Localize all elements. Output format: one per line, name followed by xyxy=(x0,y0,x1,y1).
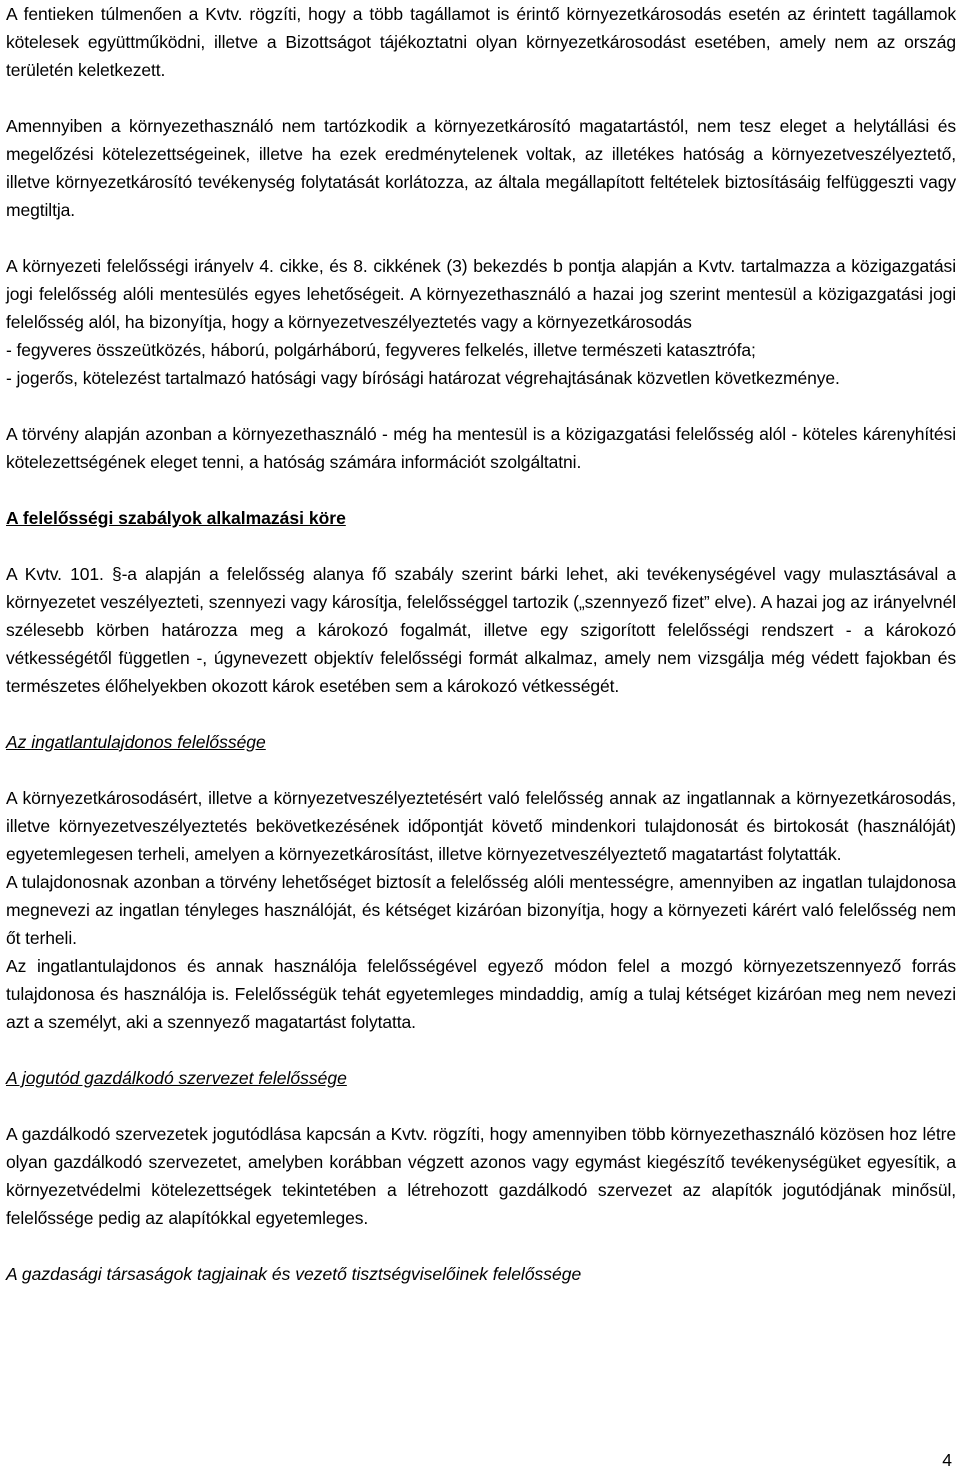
heading-successor-liability: A jogutód gazdálkodó szervezet felelőssége xyxy=(6,1068,347,1088)
heading-company-officers-liability: A gazdasági társaságok tagjainak és vezető tisztségviselőinek felelőssége xyxy=(6,1264,582,1284)
paragraph-owner-exemption: A tulajdonosnak azonban a törvény lehetőséget biztosít a felelősség alóli mentességre, amennyiben az ingatlan tulajdonosa megnevezi az ingatlan tényleges használóját, és kétséget kizáróan bizonyítja, hogy a környezeti kárért való felelősség nem őt terheli. xyxy=(6,872,956,948)
paragraph-mitigation-duty: A törvény alapján azonban a környezethasználó - még ha mentesül is a közigazgatási felelősség alól - köteles kárenyhítési kötelezettségének eleget tenni, a hatóság számára információt szolgáltatni. xyxy=(6,424,956,472)
paragraph-owner-joint-liability: A környezetkárosodásért, illetve a környezetveszélyeztetésért való felelősség annak az ingatlannak a környezetkárosodás, illetve környezetveszélyeztetés bekövetkezésének időpontját követő mindenkori tulajdonosát és birtokosát (használóját) egyetemlegesen terheli, amelyen a környezetkárosítást, illetve környezetveszélyeztető magatartást folytatták. xyxy=(6,788,956,864)
paragraph-transboundary-damage: A fentieken túlmenően a Kvtv. rögzíti, hogy a több tagállamot is érintő környezetkárosodás esetén az érintett tagállamok kötelesek együttműködni, illetve a Bizottságot tájékoztatni olyan környezetkárosodást esetében, amely nem az ország területén keletkezett. xyxy=(6,4,956,80)
paragraph-mobile-source: Az ingatlantulajdonos és annak használója felelősségével egyező módon felel a mozgó környezetszennyező forrás tulajdonosa és használója is. Felelősségük tehát egyetemleges mindaddig, amíg a tulaj kétséget kizáróan meg nem nevezi azt a személyt, aki a szennyező magatartást folytatta. xyxy=(6,956,956,1032)
exemption-item-armed-conflict: - fegyveres összeütközés, háború, polgárháború, fegyveres felkelés, illetve természeti katasztrófa; xyxy=(6,340,756,360)
heading-scope-of-liability: A felelősségi szabályok alkalmazási köre xyxy=(6,508,346,528)
paragraph-exemption: A környezeti felelősségi irányelv 4. cikke, és 8. cikkének (3) bekezdés b pontja alapján a Kvtv. tartalmazza a közigazgatási jogi felelősség alóli mentesülés egyes lehetőségeit. A környezethasználó a hazai jog szerint mentesül a közigazgatási jogi felelősség alól, ha bizonyítja, hogy a környezetveszélyeztetés vagy a környezetkárosodás xyxy=(6,256,956,332)
paragraph-legal-succession: A gazdálkodó szervezetek jogutódlása kapcsán a Kvtv. rögzíti, hogy amennyiben több környezethasználó közösen hoz létre olyan gazdálkodó szervezetet, amelyben korábban végzett azonos vagy egymást kiegészítő tevékenységüket egyesítik, a környezetvédelmi kötelezettségek tekintetében a létrehozott gazdálkodó szervezet az alapítók jogutódjának minősül, felelőssége pedig az alapítókkal egyetemleges. xyxy=(6,1124,956,1228)
paragraph-authority-restriction: Amennyiben a környezethasználó nem tartózkodik a környezetkárosító magatartástól, nem tesz eleget a helytállási és megelőzési kötelezettségeinek, illetve ha ezek eredménytelenek voltak, az illetékes hatóság a környezetveszélyeztető, illetve környezetkárosító tevékenység folytatását korlátozza, az általa megállapított feltételek biztosításáig felfüggeszti vagy megtiltja. xyxy=(6,116,956,220)
page-number: 4 xyxy=(942,1450,952,1470)
document-page xyxy=(6,0,956,1288)
paragraph-liable-subject: A Kvtv. 101. §-a alapján a felelősség alanya fő szabály szerint bárki lehet, aki tevékenységével vagy mulasztásával a környezetet veszélyezteti, szennyezi vagy károsítja, felelősséggel tartozik („szennyező fizet” elve). A hazai jog az irányelvnél szélesebb körben határozza meg a károkozó fogalmát, illetve egy szigorított felelősségi rendszert - a károkozó vétkességétől független -, úgynevezett objektív felelősségi formát alkalmaz, amely nem vizsgálja még védett fajokban és természetes élőhelyekben okozott károk esetében sem a károkozó vétkességét. xyxy=(6,564,956,696)
exemption-item-court-decision: - jogerős, kötelezést tartalmazó hatósági vagy bírósági határozat végrehajtásának közvetlen következménye. xyxy=(6,368,840,388)
heading-property-owner-liability: Az ingatlantulajdonos felelőssége xyxy=(6,732,266,752)
